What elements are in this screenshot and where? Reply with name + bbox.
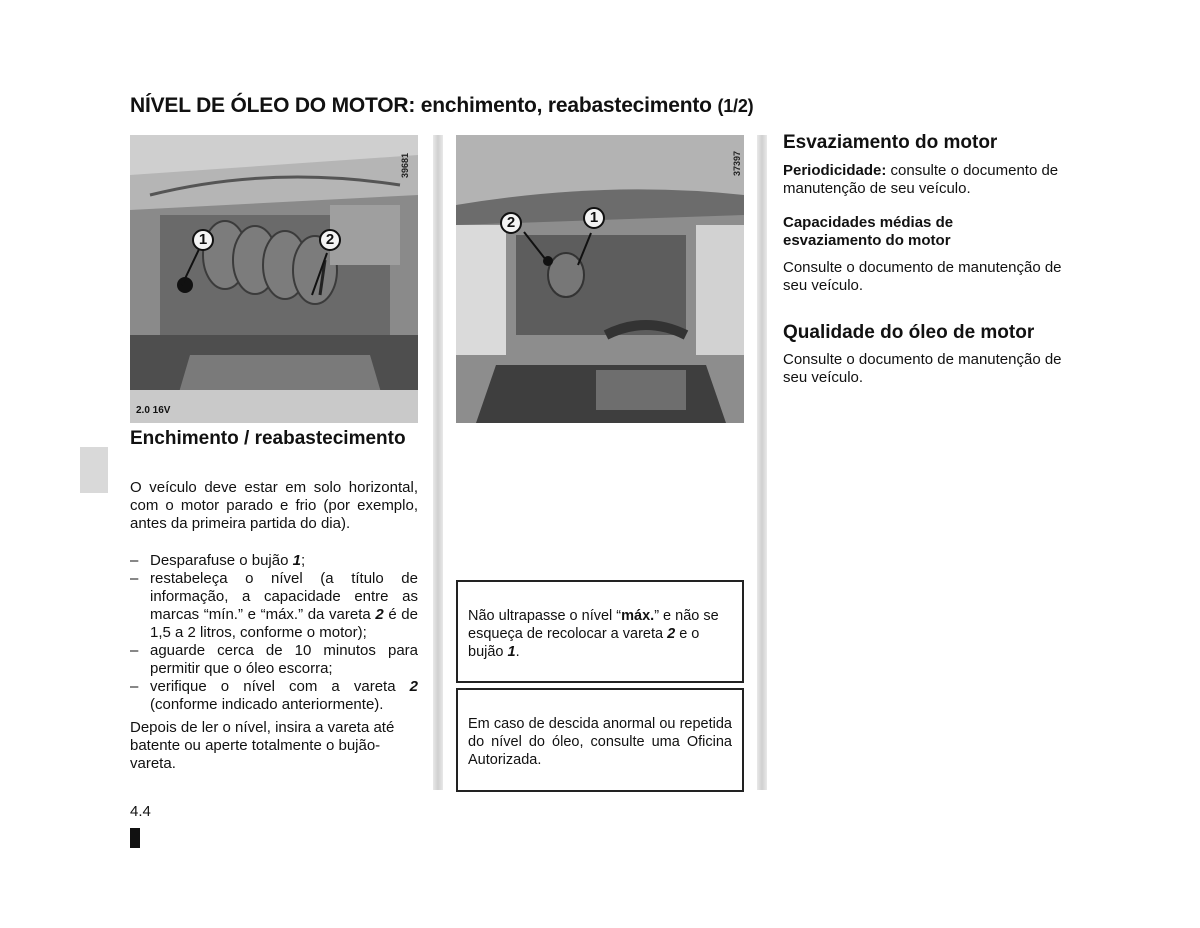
warning-note-text: Não ultrapasse o nível “máx.” e não se esqueça de recolocar a vareta 2 e o bujão 1. bbox=[468, 608, 719, 660]
footer-marker bbox=[130, 828, 140, 848]
fill-outro: Depois de ler o nível, insira a vareta até batente ou aperte totalmente o bujão-vareta. bbox=[130, 719, 395, 772]
warning-note-box bbox=[456, 580, 744, 683]
column-divider-2 bbox=[757, 135, 767, 790]
page-title-text: NÍVEL DE ÓLEO DO MOTOR: enchimento, reabastecimento bbox=[130, 94, 712, 117]
page-title bbox=[130, 94, 753, 118]
page-number: 4.4 bbox=[130, 803, 151, 820]
drain-periodicity: Periodicidade: consulte o documento de manutenção de seu veículo. bbox=[783, 162, 1059, 197]
engine-photo-1 bbox=[130, 135, 418, 423]
callout-1: 1 bbox=[583, 207, 605, 229]
drain-section-title: Esvaziamento do motor bbox=[783, 132, 998, 153]
fill-step: – Desparafuse o bujão 1; bbox=[130, 552, 418, 570]
callout-2: 2 bbox=[319, 229, 341, 251]
quality-text: Consulte o documento de manutenção de seu veículo. bbox=[783, 351, 1062, 386]
callout-2: 2 bbox=[500, 212, 522, 234]
chapter-tab bbox=[80, 447, 108, 493]
column-divider-1 bbox=[433, 135, 443, 790]
figure-code-2: 37397 bbox=[732, 150, 742, 176]
quality-section-title: Qualidade do óleo de motor bbox=[783, 322, 1035, 343]
callout-1: 1 bbox=[192, 229, 214, 251]
fill-step: – restabeleça o nível (a título de informação, a capacidade entre as marcas “mín.” e “máx.” da vareta 2 é de 1,5 a 2 litros, conforme o motor); bbox=[130, 570, 418, 642]
info-note-text: Em caso de descida anormal ou repetida do nível do óleo, consulte uma Oficina Autorizada. bbox=[468, 716, 732, 768]
fill-step: – verifique o nível com a vareta 2 (conforme indicado anteriormente). bbox=[130, 678, 418, 714]
engine-photo-2 bbox=[456, 135, 744, 423]
fill-step: – aguarde cerca de 10 minutos para permitir que o óleo escorra; bbox=[130, 642, 418, 678]
page-part: (1/2) bbox=[717, 96, 754, 116]
fill-section-title: Enchimento / reabastecimento bbox=[130, 428, 406, 449]
capacity-text: Consulte o documento de manutenção de seu veículo. bbox=[783, 259, 1062, 294]
capacity-subtitle: Capacidades médias de esvaziamento do motor bbox=[783, 214, 954, 249]
figure-code-1: 39681 bbox=[400, 152, 410, 178]
fill-intro: O veículo deve estar em solo horizontal, com o motor parado e frio (por exemplo, antes da primeira partida do dia). bbox=[130, 479, 418, 532]
engine-label: 2.0 16V bbox=[136, 405, 171, 416]
info-note-box bbox=[456, 688, 744, 792]
fill-steps bbox=[130, 552, 418, 714]
